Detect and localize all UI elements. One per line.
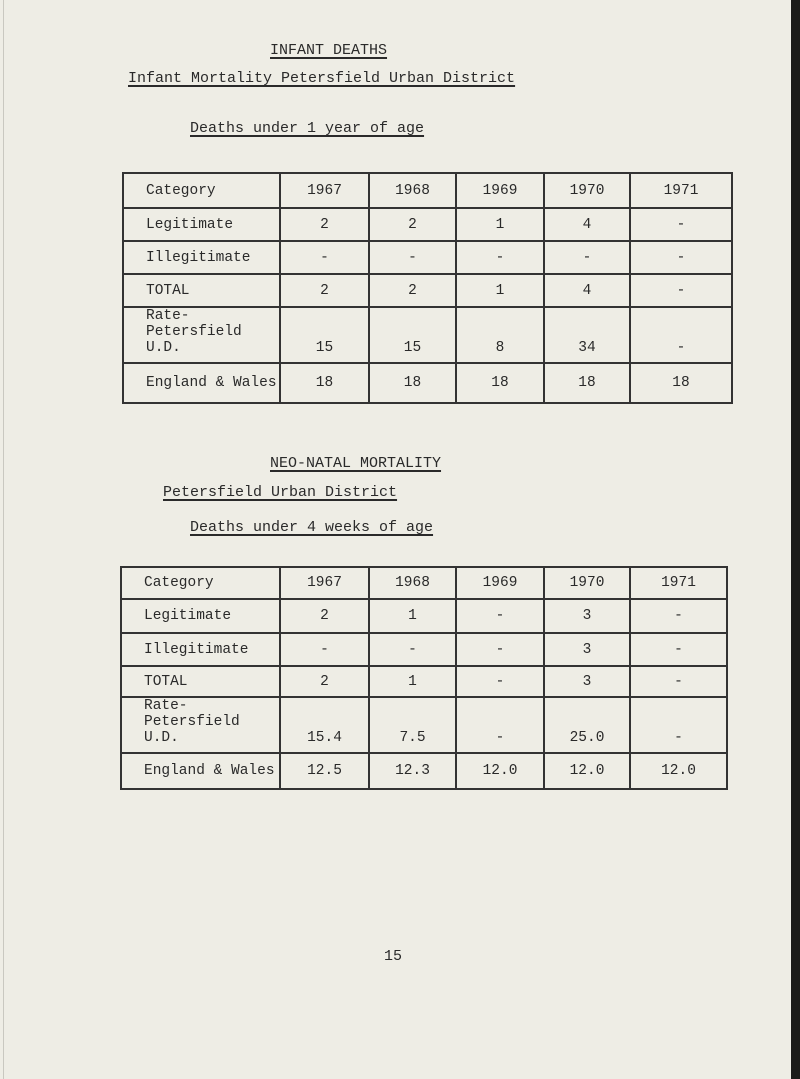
row-label-line2: Petersfield U.D. <box>146 324 242 356</box>
row-label: Legitimate <box>121 599 280 633</box>
column-header: 1971 <box>630 567 727 599</box>
header-row <box>121 567 727 599</box>
table-cell: 2 <box>280 208 369 241</box>
neo-natal-table <box>120 566 728 790</box>
table-cell: - <box>456 241 544 274</box>
row-label: TOTAL <box>121 666 280 697</box>
table-row <box>123 274 732 307</box>
table-cell: 2 <box>280 274 369 307</box>
table-cell: 1 <box>456 208 544 241</box>
table-row <box>121 666 727 697</box>
table-row <box>121 753 727 789</box>
table-cell: 18 <box>369 363 456 403</box>
caption-under-1-year: Deaths under 1 year of age <box>190 120 425 137</box>
row-label <box>123 307 280 363</box>
row-label: Illegitimate <box>121 633 280 666</box>
table-cell: 15 <box>280 307 369 363</box>
table-cell: 12.3 <box>369 753 456 789</box>
column-header: 1970 <box>544 567 630 599</box>
table-cell: 1 <box>456 274 544 307</box>
table-cell: - <box>456 633 544 666</box>
table-cell: 15.4 <box>280 697 369 753</box>
table-cell: - <box>630 697 727 753</box>
page-number: 15 <box>384 948 403 965</box>
column-header: 1970 <box>544 173 630 208</box>
table-cell: 2 <box>280 599 369 633</box>
table-cell: 3 <box>544 666 630 697</box>
header-row <box>123 173 732 208</box>
table-cell: 2 <box>280 666 369 697</box>
subtitle-petersfield: Petersfield Urban District <box>163 484 398 501</box>
row-label: England & Wales <box>121 753 280 789</box>
table-cell: - <box>456 697 544 753</box>
row-label: TOTAL <box>123 274 280 307</box>
row-label: Illegitimate <box>123 241 280 274</box>
table-cell: 18 <box>544 363 630 403</box>
table-cell: 2 <box>369 274 456 307</box>
row-label: Legitimate <box>123 208 280 241</box>
table-cell: 12.5 <box>280 753 369 789</box>
infant-deaths-table <box>122 172 733 404</box>
column-header: 1968 <box>369 173 456 208</box>
row-label: England & Wales <box>123 363 280 403</box>
column-header: Category <box>121 567 280 599</box>
scan-edge-left <box>3 0 4 1079</box>
table-cell: 25.0 <box>544 697 630 753</box>
table-cell: 15 <box>369 307 456 363</box>
table-row <box>121 633 727 666</box>
subtitle-infant-mortality: Infant Mortality Petersfield Urban District <box>128 70 516 87</box>
table-cell: - <box>369 633 456 666</box>
scan-edge-right <box>791 0 800 1079</box>
column-header: 1969 <box>456 173 544 208</box>
heading-neo-natal: NEO-NATAL MORTALITY <box>270 455 442 472</box>
table-cell: - <box>630 666 727 697</box>
column-header: 1967 <box>280 173 369 208</box>
table-cell: - <box>280 633 369 666</box>
column-header: 1967 <box>280 567 369 599</box>
column-header: Category <box>123 173 280 208</box>
table-cell: 1 <box>369 666 456 697</box>
table-cell: 7.5 <box>369 697 456 753</box>
table-row <box>121 697 727 753</box>
row-label-line2: Petersfield U.D. <box>144 714 240 746</box>
table-cell: 4 <box>544 208 630 241</box>
table-cell: 18 <box>630 363 732 403</box>
table-row <box>123 208 732 241</box>
table-cell: - <box>630 633 727 666</box>
table-cell: 12.0 <box>630 753 727 789</box>
table-cell: 18 <box>456 363 544 403</box>
table-cell: - <box>369 241 456 274</box>
row-label-line1: Rate- <box>144 698 188 714</box>
table-cell: - <box>630 208 732 241</box>
table-row <box>123 241 732 274</box>
table-cell: - <box>630 241 732 274</box>
table-cell: 12.0 <box>456 753 544 789</box>
column-header: 1971 <box>630 173 732 208</box>
table-cell: - <box>456 666 544 697</box>
table-cell: 2 <box>369 208 456 241</box>
table-cell: 3 <box>544 599 630 633</box>
table-cell: - <box>630 599 727 633</box>
table-cell: - <box>456 599 544 633</box>
table-cell: 1 <box>369 599 456 633</box>
table-cell: 34 <box>544 307 630 363</box>
table-cell: 18 <box>280 363 369 403</box>
heading-infant-deaths: INFANT DEATHS <box>270 42 388 59</box>
table-cell: - <box>630 274 732 307</box>
table-cell: - <box>280 241 369 274</box>
table-row <box>123 307 732 363</box>
table-cell: 8 <box>456 307 544 363</box>
table-row <box>123 363 732 403</box>
table-cell: 4 <box>544 274 630 307</box>
table-cell: - <box>630 307 732 363</box>
row-label-line1: Rate- <box>146 308 190 324</box>
table-cell: - <box>544 241 630 274</box>
row-label <box>121 697 280 753</box>
table-row <box>121 599 727 633</box>
column-header: 1968 <box>369 567 456 599</box>
table-cell: 3 <box>544 633 630 666</box>
table-cell: 12.0 <box>544 753 630 789</box>
column-header: 1969 <box>456 567 544 599</box>
caption-under-4-weeks: Deaths under 4 weeks of age <box>190 519 434 536</box>
